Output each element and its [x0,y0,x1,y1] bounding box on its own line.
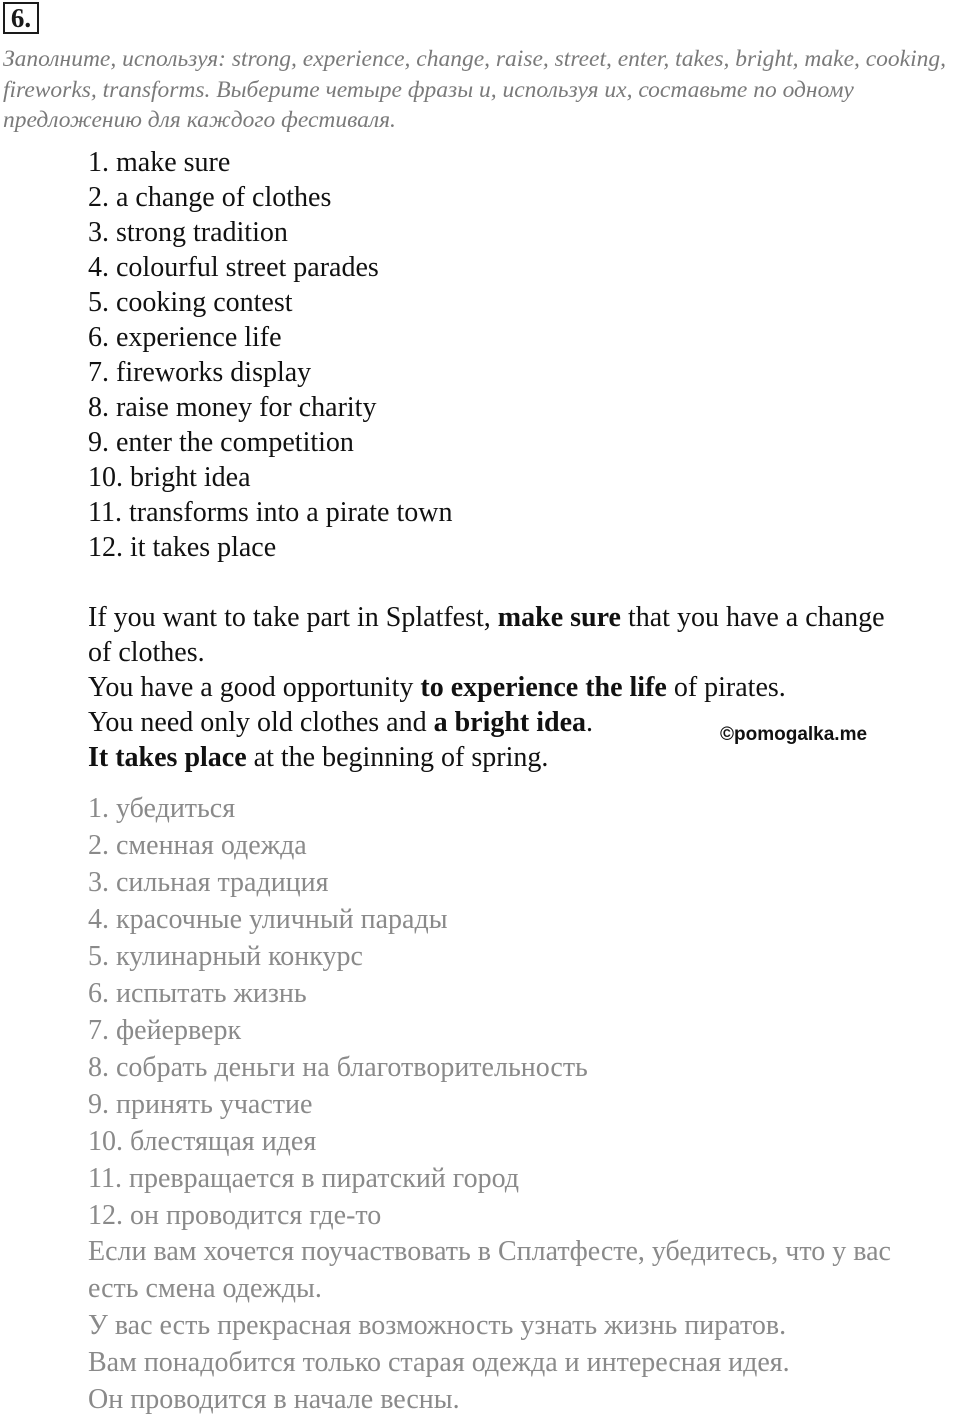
list-item: 7. фейерверк [88,1015,242,1046]
list-item: 2. a change of clothes [88,182,332,213]
sentence-1: Если вам хочется поучаствовать в Сплатфесте, убедитесь, что у вас есть смена одежды. [88,1236,891,1304]
list-item: 8. собрать деньги на благотворительность [88,1052,588,1083]
list-item: 5. кулинарный конкурс [88,941,363,972]
list-item: 11. превращается в пиратский город [88,1163,520,1194]
sentence-4: It takes place at the beginning of spring. [88,742,549,773]
list-item: 3. сильная традиция [88,867,329,898]
list-item: 5. cooking contest [88,287,293,318]
list-item: 11. transforms into a pirate town [88,497,453,528]
list-item: 9. enter the competition [88,427,354,458]
list-item: 10. блестящая идея [88,1126,317,1157]
sentence-1: If you want to take part in Splatfest, make sure that you have a change of clothes. [88,602,885,668]
list-item: 9. принять участие [88,1089,313,1120]
sentence-4: Он проводится в начале весны. [88,1384,460,1415]
list-item: 7. fireworks display [88,357,312,388]
highlighted-phrase: It takes place [88,742,247,773]
phrase-list-english [88,145,452,565]
example-sentences-english [88,600,888,775]
list-item: 10. bright idea [88,462,251,493]
instruction-text: Заполните, используя: strong, experience, change, raise, street, enter, takes, bright, make, cooking, fireworks, transforms. Выберите четыре фразы и, используя их, составьте по одному предложению для каждого фестиваля. [3,46,947,133]
sentence-2: У вас есть прекрасная возможность узнать жизнь пиратов. [88,1310,787,1341]
highlighted-phrase: make sure [497,602,621,633]
example-sentences-russian [88,1233,948,1418]
watermark: ©pomogalka.me [720,724,868,745]
sentence-2: You have a good opportunity to experience the life of pirates. [88,672,786,703]
phrase-list-russian [88,790,588,1234]
list-item: 1. make sure [88,147,231,178]
sentence-3: You need only old clothes and a bright idea. [88,707,594,738]
list-item: 6. испытать жизнь [88,978,307,1009]
list-item: 1. убедиться [88,793,236,824]
list-item: 6. experience life [88,322,282,353]
highlighted-phrase: a bright idea [433,707,587,738]
list-item: 4. красочные уличный парады [88,904,448,935]
list-item: 4. colourful street parades [88,252,379,283]
list-item: 3. strong tradition [88,217,288,248]
sentence-3: Вам понадобится только старая одежда и интересная идея. [88,1347,790,1378]
list-item: 8. raise money for charity [88,392,377,423]
list-item: 12. он проводится где-то [88,1200,382,1231]
exercise-number: 6. [3,2,39,34]
list-item: 2. сменная одежда [88,830,307,861]
list-item: 12. it takes place [88,532,277,563]
highlighted-phrase: to experience the life [420,672,667,703]
